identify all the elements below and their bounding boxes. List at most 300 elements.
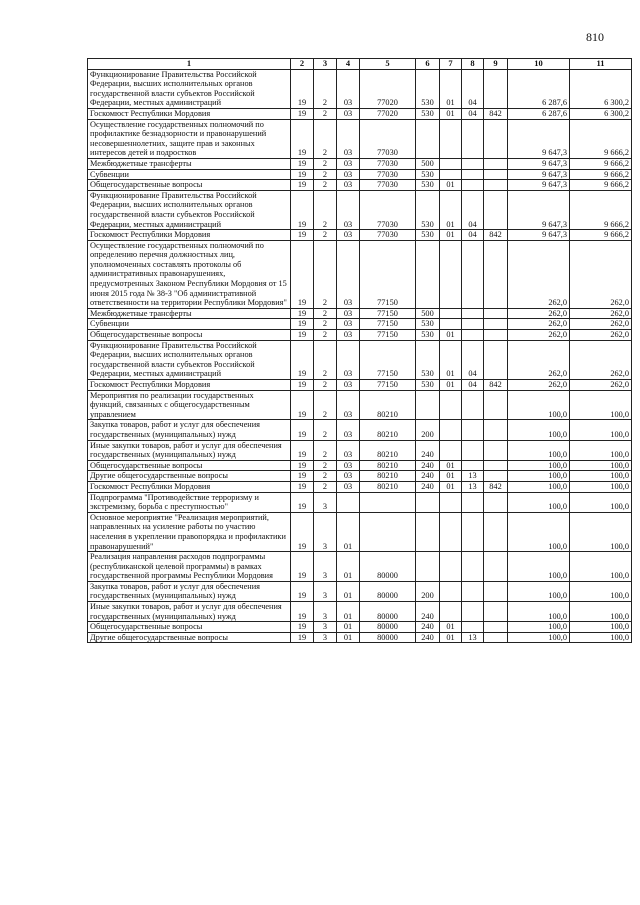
cell-c6: 500 — [416, 158, 440, 169]
cell-c9 — [484, 240, 508, 308]
cell-c8 — [462, 319, 484, 330]
cell-c3: 3 — [314, 512, 337, 551]
cell-c6: 240 — [416, 440, 440, 460]
table-row — [88, 169, 632, 180]
cell-c11: 100,0 — [570, 492, 632, 512]
row-label: Иные закупки товаров, работ и услуг для обеспечения государственных (муниципальных) нужд — [88, 602, 291, 622]
cell-c10: 100,0 — [508, 420, 570, 440]
cell-c3: 2 — [314, 440, 337, 460]
cell-c6: 240 — [416, 602, 440, 622]
row-label: Основное мероприятие "Реализация мероприятий, направленных на усиление работы по участию населения в укреплении правопорядка и профилактики правонарушений" — [88, 512, 291, 551]
cell-c9 — [484, 440, 508, 460]
cell-c9 — [484, 492, 508, 512]
row-label: Общегосударственные вопросы — [88, 622, 291, 633]
cell-c2: 19 — [291, 240, 314, 308]
table-row — [88, 158, 632, 169]
cell-c3: 2 — [314, 330, 337, 341]
cell-c7 — [440, 552, 462, 582]
cell-c5: 80000 — [360, 632, 416, 643]
cell-c11: 100,0 — [570, 471, 632, 482]
cell-c10: 262,0 — [508, 308, 570, 319]
cell-c2: 19 — [291, 190, 314, 229]
cell-c8: 04 — [462, 380, 484, 391]
cell-c4: 01 — [337, 581, 360, 601]
cell-c10: 262,0 — [508, 240, 570, 308]
cell-c11: 262,0 — [570, 308, 632, 319]
cell-c3: 2 — [314, 240, 337, 308]
column-header: 2 — [291, 59, 314, 70]
cell-c8 — [462, 420, 484, 440]
column-header: 7 — [440, 59, 462, 70]
cell-c4: 03 — [337, 460, 360, 471]
cell-c2: 19 — [291, 622, 314, 633]
table-row — [88, 512, 632, 551]
cell-c3: 2 — [314, 158, 337, 169]
row-label: Субвенции — [88, 319, 291, 330]
cell-c7 — [440, 158, 462, 169]
cell-c10: 9 647,3 — [508, 180, 570, 191]
cell-c3: 2 — [314, 308, 337, 319]
row-label: Мероприятия по реализации государственных функций, связанных с общегосударственным управлением — [88, 390, 291, 420]
cell-c9 — [484, 190, 508, 229]
cell-c5: 77150 — [360, 340, 416, 379]
cell-c7: 01 — [440, 190, 462, 229]
cell-c11: 100,0 — [570, 390, 632, 420]
cell-c2: 19 — [291, 390, 314, 420]
cell-c11: 9 666,2 — [570, 119, 632, 158]
row-label: Госкомюст Республики Мордовия — [88, 108, 291, 119]
cell-c3: 3 — [314, 492, 337, 512]
cell-c3: 2 — [314, 230, 337, 241]
cell-c5: 80210 — [360, 460, 416, 471]
cell-c10: 9 647,3 — [508, 119, 570, 158]
cell-c8 — [462, 119, 484, 158]
cell-c7: 01 — [440, 380, 462, 391]
cell-c10: 9 647,3 — [508, 190, 570, 229]
table-row — [88, 240, 632, 308]
cell-c9 — [484, 512, 508, 551]
cell-c4: 03 — [337, 180, 360, 191]
row-label: Субвенции — [88, 169, 291, 180]
cell-c4 — [337, 492, 360, 512]
row-label: Реализация направления расходов подпрограммы (республиканской целевой программы) в рамках государственной программы Республики Мордовия — [88, 552, 291, 582]
cell-c10: 262,0 — [508, 380, 570, 391]
cell-c7 — [440, 119, 462, 158]
table-row — [88, 390, 632, 420]
row-label: Осуществление государственных полномочий по профилактике безнадзорности и правонарушений несовершеннолетних, защите прав и законных интересов детей и подростков — [88, 119, 291, 158]
cell-c6: 530 — [416, 180, 440, 191]
cell-c10: 100,0 — [508, 492, 570, 512]
cell-c5: 77020 — [360, 108, 416, 119]
cell-c10: 262,0 — [508, 319, 570, 330]
cell-c6 — [416, 119, 440, 158]
row-label: Закупка товаров, работ и услуг для обеспечения государственных (муниципальных) нужд — [88, 420, 291, 440]
cell-c10: 100,0 — [508, 390, 570, 420]
cell-c11: 100,0 — [570, 632, 632, 643]
cell-c10: 262,0 — [508, 340, 570, 379]
cell-c10: 100,0 — [508, 581, 570, 601]
cell-c5: 77150 — [360, 330, 416, 341]
cell-c6: 240 — [416, 632, 440, 643]
cell-c4: 01 — [337, 552, 360, 582]
cell-c8 — [462, 330, 484, 341]
cell-c9: 842 — [484, 380, 508, 391]
cell-c8: 04 — [462, 230, 484, 241]
column-header: 1 — [88, 59, 291, 70]
cell-c8 — [462, 552, 484, 582]
cell-c7: 01 — [440, 180, 462, 191]
cell-c9 — [484, 602, 508, 622]
row-label: Функционирование Правительства Российской Федерации, высших исполнительных органов государственной власти субъектов Российской Федерации, местных администраций — [88, 190, 291, 229]
row-label: Общегосударственные вопросы — [88, 460, 291, 471]
cell-c5: 77150 — [360, 380, 416, 391]
cell-c10: 100,0 — [508, 632, 570, 643]
cell-c3: 2 — [314, 190, 337, 229]
cell-c5: 77030 — [360, 230, 416, 241]
cell-c5: 80000 — [360, 622, 416, 633]
cell-c2: 19 — [291, 512, 314, 551]
cell-c5 — [360, 492, 416, 512]
cell-c8: 04 — [462, 69, 484, 108]
cell-c9 — [484, 319, 508, 330]
row-label: Общегосударственные вопросы — [88, 180, 291, 191]
table-row — [88, 420, 632, 440]
table-row — [88, 180, 632, 191]
row-label: Иные закупки товаров, работ и услуг для обеспечения государственных (муниципальных) нужд — [88, 440, 291, 460]
cell-c11: 9 666,2 — [570, 190, 632, 229]
table-row — [88, 632, 632, 643]
cell-c9 — [484, 581, 508, 601]
cell-c9: 842 — [484, 481, 508, 492]
cell-c7 — [440, 169, 462, 180]
cell-c11: 100,0 — [570, 440, 632, 460]
table-body — [88, 69, 632, 643]
cell-c10: 100,0 — [508, 552, 570, 582]
cell-c11: 100,0 — [570, 420, 632, 440]
cell-c11: 9 666,2 — [570, 158, 632, 169]
cell-c4: 03 — [337, 319, 360, 330]
cell-c5: 77150 — [360, 308, 416, 319]
cell-c10: 6 287,6 — [508, 108, 570, 119]
cell-c4: 03 — [337, 380, 360, 391]
cell-c11: 262,0 — [570, 240, 632, 308]
cell-c3: 3 — [314, 632, 337, 643]
table-row — [88, 119, 632, 158]
cell-c4: 03 — [337, 69, 360, 108]
cell-c9 — [484, 552, 508, 582]
cell-c5: 77150 — [360, 240, 416, 308]
cell-c7: 01 — [440, 481, 462, 492]
column-header: 11 — [570, 59, 632, 70]
cell-c8 — [462, 180, 484, 191]
cell-c6 — [416, 552, 440, 582]
cell-c4: 03 — [337, 340, 360, 379]
cell-c2: 19 — [291, 330, 314, 341]
cell-c9 — [484, 632, 508, 643]
cell-c10: 100,0 — [508, 602, 570, 622]
cell-c9: 842 — [484, 230, 508, 241]
cell-c6 — [416, 240, 440, 308]
column-header: 8 — [462, 59, 484, 70]
cell-c6: 530 — [416, 190, 440, 229]
cell-c4: 03 — [337, 308, 360, 319]
row-label: Госкомюст Республики Мордовия — [88, 380, 291, 391]
cell-c3: 3 — [314, 581, 337, 601]
cell-c4: 03 — [337, 119, 360, 158]
cell-c8: 13 — [462, 481, 484, 492]
cell-c11: 100,0 — [570, 512, 632, 551]
cell-c5: 80000 — [360, 602, 416, 622]
cell-c8: 13 — [462, 632, 484, 643]
cell-c8 — [462, 512, 484, 551]
row-label: Межбюджетные трансферты — [88, 158, 291, 169]
cell-c7 — [440, 512, 462, 551]
cell-c7: 01 — [440, 69, 462, 108]
cell-c6: 530 — [416, 380, 440, 391]
cell-c4: 03 — [337, 330, 360, 341]
cell-c8 — [462, 158, 484, 169]
cell-c4: 03 — [337, 420, 360, 440]
cell-c11: 9 666,2 — [570, 169, 632, 180]
cell-c3: 2 — [314, 340, 337, 379]
cell-c2: 19 — [291, 169, 314, 180]
cell-c3: 2 — [314, 169, 337, 180]
row-label: Подпрограмма "Противодействие терроризму и экстремизму, борьба с преступностью" — [88, 492, 291, 512]
row-label: Межбюджетные трансферты — [88, 308, 291, 319]
cell-c6: 240 — [416, 481, 440, 492]
table-row — [88, 319, 632, 330]
cell-c9 — [484, 169, 508, 180]
cell-c11: 100,0 — [570, 602, 632, 622]
table-row — [88, 230, 632, 241]
cell-c4: 03 — [337, 108, 360, 119]
cell-c8: 13 — [462, 471, 484, 482]
cell-c2: 19 — [291, 340, 314, 379]
cell-c4: 01 — [337, 512, 360, 551]
column-header: 6 — [416, 59, 440, 70]
cell-c3: 2 — [314, 471, 337, 482]
cell-c10: 100,0 — [508, 481, 570, 492]
cell-c11: 262,0 — [570, 319, 632, 330]
table-row — [88, 460, 632, 471]
cell-c4: 03 — [337, 158, 360, 169]
cell-c7 — [440, 602, 462, 622]
cell-c8 — [462, 460, 484, 471]
cell-c6: 200 — [416, 420, 440, 440]
cell-c9 — [484, 308, 508, 319]
column-header: 4 — [337, 59, 360, 70]
column-header: 3 — [314, 59, 337, 70]
cell-c9 — [484, 69, 508, 108]
cell-c2: 19 — [291, 602, 314, 622]
cell-c10: 6 287,6 — [508, 69, 570, 108]
cell-c5: 80210 — [360, 420, 416, 440]
cell-c2: 19 — [291, 119, 314, 158]
table-row — [88, 492, 632, 512]
cell-c11: 100,0 — [570, 581, 632, 601]
cell-c4: 03 — [337, 390, 360, 420]
cell-c3: 3 — [314, 602, 337, 622]
cell-c5 — [360, 512, 416, 551]
cell-c2: 19 — [291, 108, 314, 119]
table-row — [88, 552, 632, 582]
cell-c3: 3 — [314, 552, 337, 582]
cell-c4: 03 — [337, 440, 360, 460]
cell-c11: 100,0 — [570, 622, 632, 633]
page-number: 810 — [586, 30, 604, 44]
cell-c5: 80210 — [360, 481, 416, 492]
cell-c7: 01 — [440, 230, 462, 241]
cell-c10: 9 647,3 — [508, 158, 570, 169]
cell-c6 — [416, 512, 440, 551]
cell-c2: 19 — [291, 440, 314, 460]
cell-c2: 19 — [291, 180, 314, 191]
cell-c5: 80210 — [360, 390, 416, 420]
cell-c2: 19 — [291, 552, 314, 582]
cell-c2: 19 — [291, 460, 314, 471]
table-row — [88, 308, 632, 319]
cell-c2: 19 — [291, 308, 314, 319]
cell-c8 — [462, 602, 484, 622]
cell-c11: 100,0 — [570, 552, 632, 582]
cell-c11: 100,0 — [570, 460, 632, 471]
row-label: Функционирование Правительства Российской Федерации, высших исполнительных органов государственной власти субъектов Российской Федерации, местных администраций — [88, 69, 291, 108]
cell-c7: 01 — [440, 460, 462, 471]
cell-c6: 240 — [416, 460, 440, 471]
cell-c9 — [484, 330, 508, 341]
column-header-row — [88, 59, 632, 70]
cell-c8 — [462, 240, 484, 308]
cell-c8 — [462, 581, 484, 601]
cell-c10: 100,0 — [508, 512, 570, 551]
cell-c8 — [462, 440, 484, 460]
cell-c4: 03 — [337, 230, 360, 241]
row-label: Функционирование Правительства Российской Федерации, высших исполнительных органов государственной власти субъектов Российской Федерации, местных администраций — [88, 340, 291, 379]
cell-c9 — [484, 622, 508, 633]
cell-c8 — [462, 390, 484, 420]
cell-c6 — [416, 390, 440, 420]
table-row — [88, 330, 632, 341]
cell-c2: 19 — [291, 632, 314, 643]
table-row — [88, 108, 632, 119]
cell-c8 — [462, 308, 484, 319]
cell-c10: 262,0 — [508, 330, 570, 341]
cell-c10: 100,0 — [508, 440, 570, 460]
cell-c10: 100,0 — [508, 471, 570, 482]
column-header: 5 — [360, 59, 416, 70]
cell-c5: 80000 — [360, 552, 416, 582]
table-row — [88, 581, 632, 601]
cell-c5: 80000 — [360, 581, 416, 601]
cell-c6: 530 — [416, 169, 440, 180]
cell-c6: 530 — [416, 319, 440, 330]
cell-c7: 01 — [440, 622, 462, 633]
cell-c2: 19 — [291, 380, 314, 391]
cell-c9: 842 — [484, 108, 508, 119]
cell-c8 — [462, 169, 484, 180]
cell-c7 — [440, 420, 462, 440]
cell-c3: 2 — [314, 420, 337, 440]
cell-c3: 2 — [314, 119, 337, 158]
cell-c6: 240 — [416, 471, 440, 482]
cell-c11: 262,0 — [570, 340, 632, 379]
cell-c7: 01 — [440, 330, 462, 341]
cell-c9 — [484, 119, 508, 158]
budget-table — [87, 58, 632, 643]
cell-c8: 04 — [462, 108, 484, 119]
table-row — [88, 471, 632, 482]
cell-c7 — [440, 440, 462, 460]
cell-c11: 262,0 — [570, 380, 632, 391]
cell-c3: 2 — [314, 180, 337, 191]
row-label: Другие общегосударственные вопросы — [88, 471, 291, 482]
cell-c2: 19 — [291, 420, 314, 440]
cell-c5: 77020 — [360, 69, 416, 108]
cell-c7: 01 — [440, 471, 462, 482]
cell-c2: 19 — [291, 481, 314, 492]
cell-c9 — [484, 390, 508, 420]
cell-c8: 04 — [462, 340, 484, 379]
cell-c6: 530 — [416, 340, 440, 379]
cell-c8: 04 — [462, 190, 484, 229]
cell-c5: 77030 — [360, 119, 416, 158]
cell-c7 — [440, 492, 462, 512]
cell-c3: 2 — [314, 108, 337, 119]
cell-c9 — [484, 158, 508, 169]
cell-c9 — [484, 180, 508, 191]
cell-c3: 2 — [314, 69, 337, 108]
column-header: 9 — [484, 59, 508, 70]
row-label: Другие общегосударственные вопросы — [88, 632, 291, 643]
cell-c10: 100,0 — [508, 622, 570, 633]
cell-c3: 2 — [314, 380, 337, 391]
cell-c10: 9 647,3 — [508, 230, 570, 241]
cell-c3: 3 — [314, 622, 337, 633]
cell-c6: 530 — [416, 230, 440, 241]
cell-c7 — [440, 240, 462, 308]
column-header: 10 — [508, 59, 570, 70]
row-label: Госкомюст Республики Мордовия — [88, 230, 291, 241]
cell-c5: 80210 — [360, 440, 416, 460]
table-row — [88, 481, 632, 492]
cell-c5: 77030 — [360, 169, 416, 180]
cell-c6: 530 — [416, 69, 440, 108]
cell-c2: 19 — [291, 581, 314, 601]
table-row — [88, 190, 632, 229]
cell-c3: 2 — [314, 481, 337, 492]
cell-c5: 80210 — [360, 471, 416, 482]
cell-c11: 9 666,2 — [570, 230, 632, 241]
cell-c9 — [484, 471, 508, 482]
cell-c8 — [462, 492, 484, 512]
cell-c11: 262,0 — [570, 330, 632, 341]
cell-c11: 100,0 — [570, 481, 632, 492]
cell-c8 — [462, 622, 484, 633]
table-row — [88, 622, 632, 633]
cell-c6: 500 — [416, 308, 440, 319]
cell-c7 — [440, 581, 462, 601]
cell-c4: 03 — [337, 471, 360, 482]
cell-c7: 01 — [440, 340, 462, 379]
cell-c5: 77030 — [360, 180, 416, 191]
cell-c5: 77030 — [360, 190, 416, 229]
cell-c11: 9 666,2 — [570, 180, 632, 191]
cell-c5: 77030 — [360, 158, 416, 169]
table-row — [88, 69, 632, 108]
cell-c4: 01 — [337, 632, 360, 643]
cell-c2: 19 — [291, 319, 314, 330]
cell-c3: 2 — [314, 460, 337, 471]
